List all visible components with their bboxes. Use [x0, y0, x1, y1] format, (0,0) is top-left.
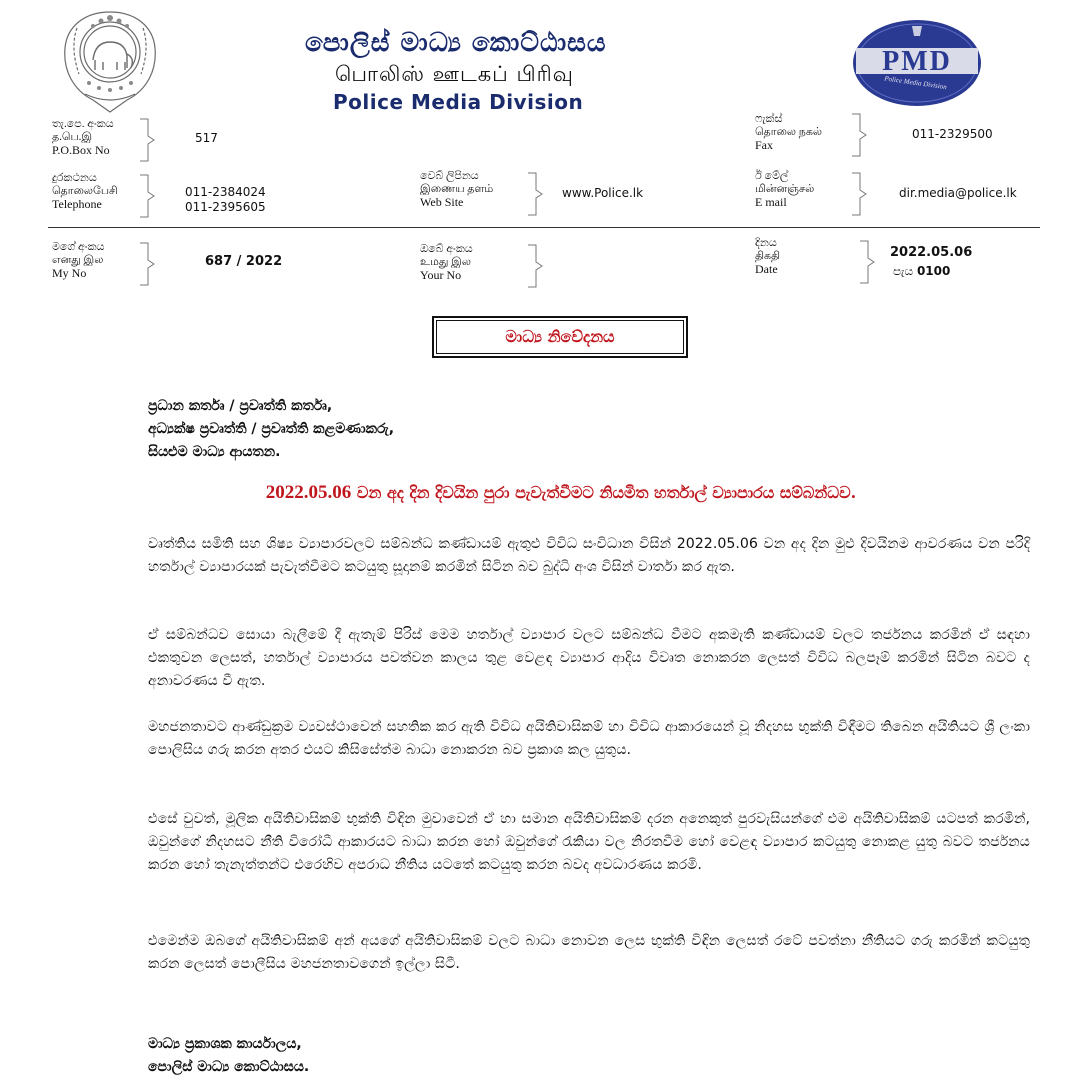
date-label: දිනය திகதி Date [755, 237, 781, 276]
body-paragraph-2: ඒ සම්බන්ධව සොයා බැලීමේ දී ඇතැම් පිරිස් මෙම හර්තාල් ව්‍යාපාර වලට සම්බන්ධ වීමට අකමැති කණ්ඩායම් වලට තර්ජනය කරමින් ඒ සඳහා එකතුවන ලෙසත්, හර්තාල් ව්‍යාපාරය පවත්වන කාලය තුළ වෙළඳ ව්‍යාපාර ආදිය විවෘත නොකරන ලෙසත් විවිධ බලපෑම් කරමින් සිටින බවට ද අනාවරණය වී ඇත. [148, 627, 1030, 689]
your-no-label: ඔබේ අංකය உமது இல Your No [420, 243, 473, 282]
subject-date: 2022.05.06 [265, 482, 352, 503]
fax-label: ෆැක්ස් தொலை நகல் Fax [755, 113, 822, 152]
body-paragraph-3: මහජනතාවට ආණ්ඩුක්‍රම ව්‍යවස්ථාවෙන් සහතික කර ඇති විවිධ අයිතිවාසිකම් හා විවිධ ආකාරයෙන් වූ නිදහස භුක්ති විඳීමට තිබෙන අයිතියට ශ්‍රී ලංකා පොලිසිය ගරු කරන අතර එයට කිසිසේත්ම බාධා නොකරන බව ප්‍රකාශ කල යුතුය. [148, 719, 1030, 758]
time-value: 0100 [916, 264, 951, 278]
email-value: dir.media@police.lk [899, 186, 1017, 200]
pmd-logo-text: PMD [882, 46, 952, 77]
po-box-label: තැ.පෙ. අංකය த.பெ.இ P.O.Box No [52, 118, 114, 157]
website-value: www.Police.lk [562, 186, 644, 200]
header-divider [48, 227, 1040, 228]
document-title: මාධ්‍ය නිවේදනය [505, 327, 615, 346]
telephone-value-1: 011-2384024 [185, 185, 266, 199]
time-label: පැය [893, 264, 914, 278]
title-tamil: பொலிஸ் ஊடகப் பிரிவு [335, 62, 574, 86]
document-title-box [432, 316, 688, 358]
addressee-line-1: ප්‍රධාන කර්තෘ / ප්‍රවෘත්ති කර්තෘ, [148, 398, 333, 414]
fax-value: 011-2329500 [912, 127, 993, 141]
body-paragraph-1: වෘත්තිය සමිති සහ ශිෂ්‍ය ව්‍යාපාරවලට සම්බන්ධ කණ්ඩායම් ඇතුළු විවිධ සංවිධාන විසින් 2022.05.06 වන අද දින මුළු දිවයිනම ආවරණය වන පරිදි හර්තාල් ව්‍යාපාරයක් පැවැත්වීමට කටයුතු සූදානම් කරමින් සිටින බව බුද්ධි අංශ විසින් වාර්තා කර ඇත. [148, 536, 1030, 575]
subject-heading [140, 481, 982, 504]
telephone-bracket [140, 174, 160, 218]
time-row [893, 264, 950, 279]
po-box-bracket [140, 118, 160, 162]
signature-line-1: මාධ්‍ය ප්‍රකාශක කාර්යාලය, [148, 1036, 302, 1052]
pmd-logo-caption: Police Media Division [883, 74, 948, 92]
fax-bracket [852, 113, 872, 157]
title-english: Police Media Division [333, 90, 584, 114]
date-value: 2022.05.06 [890, 245, 973, 260]
your-no-bracket [528, 244, 548, 288]
my-no-bracket [140, 242, 160, 286]
my-no-label: මගේ අංකය எனது இல My No [52, 241, 105, 280]
telephone-value-2: 011-2395605 [185, 200, 266, 214]
addressee-line-2: අධ්‍යක්ෂ ප්‍රවෘත්ති / ප්‍රවෘත්ති කළමණාකරු, [148, 421, 395, 437]
police-emblem-icon [55, 8, 165, 116]
website-bracket [528, 172, 548, 216]
title-sinhala: පොලිස් මාධ්‍ය කොට්ඨාසය [305, 28, 607, 58]
my-no-value: 687 / 2022 [205, 254, 283, 269]
telephone-label: දුරකථනය தொலைபேசி Telephone [52, 172, 118, 211]
pmd-logo [850, 18, 984, 108]
body-paragraph-5: එමෙන්ම ඔබගේ අයිතිවාසිකම් අන් අයගේ අයිතිවාසිකම් වලට බාධා නොවන ලෙස භුක්ති විඳින ලෙසත් රටේ පවත්නා නීතියට ගරු කරමින් කටයුතු කරන ලෙසත් පොලීසිය මහජනතාවගෙන් ඉල්ලා සිටී. [148, 933, 1030, 972]
date-bracket [860, 240, 880, 284]
email-bracket [852, 172, 872, 216]
email-label: ඊ මේල් மின்னஞ்சல் E mail [755, 170, 815, 209]
body-paragraph-4: එසේ වුවත්, මූලික අයිතිවාසිකම් භුක්ති විඳින මුවාවෙන් ඒ හා සමාන අයිතිවාසිකම් දරන අනෙකුත් පුරවැසියන්ගේ එම අයිතිවාසිකම් යටපත් කරමින්, ඔවුන්ගේ නිදහසට නීති විරෝධී ආකාරයට බාධා කරන හෝ ඔවුන්ගේ රැකියා වල නිරතවීම හෝ වෙළඳ ව්‍යාපාර කටයුතු නොකළ යුතු බවට තර්ජනය කරන හෝ තැනැත්තන්ට එරෙහිව අපරාධ නීතිය යටතේ කටයුතු කරන බවද අවධාරණය කරමි. [148, 811, 1030, 873]
addressee-line-3: සියළුම මාධ්‍ය ආයතන. [148, 444, 281, 460]
signature-line-2: පොලිස් මාධ්‍ය කොට්ඨාසය. [148, 1059, 310, 1075]
subject-text: වන අද දින දිවයින පුරා පැවැත්වීමට නියමිත හර්තාල් ව්‍යාපාරය සම්බන්ධව. [356, 483, 857, 502]
website-label: වෙබ් ලිපිනය இணைய தளம் Web Site [420, 170, 494, 209]
po-box-value: 517 [195, 131, 218, 145]
